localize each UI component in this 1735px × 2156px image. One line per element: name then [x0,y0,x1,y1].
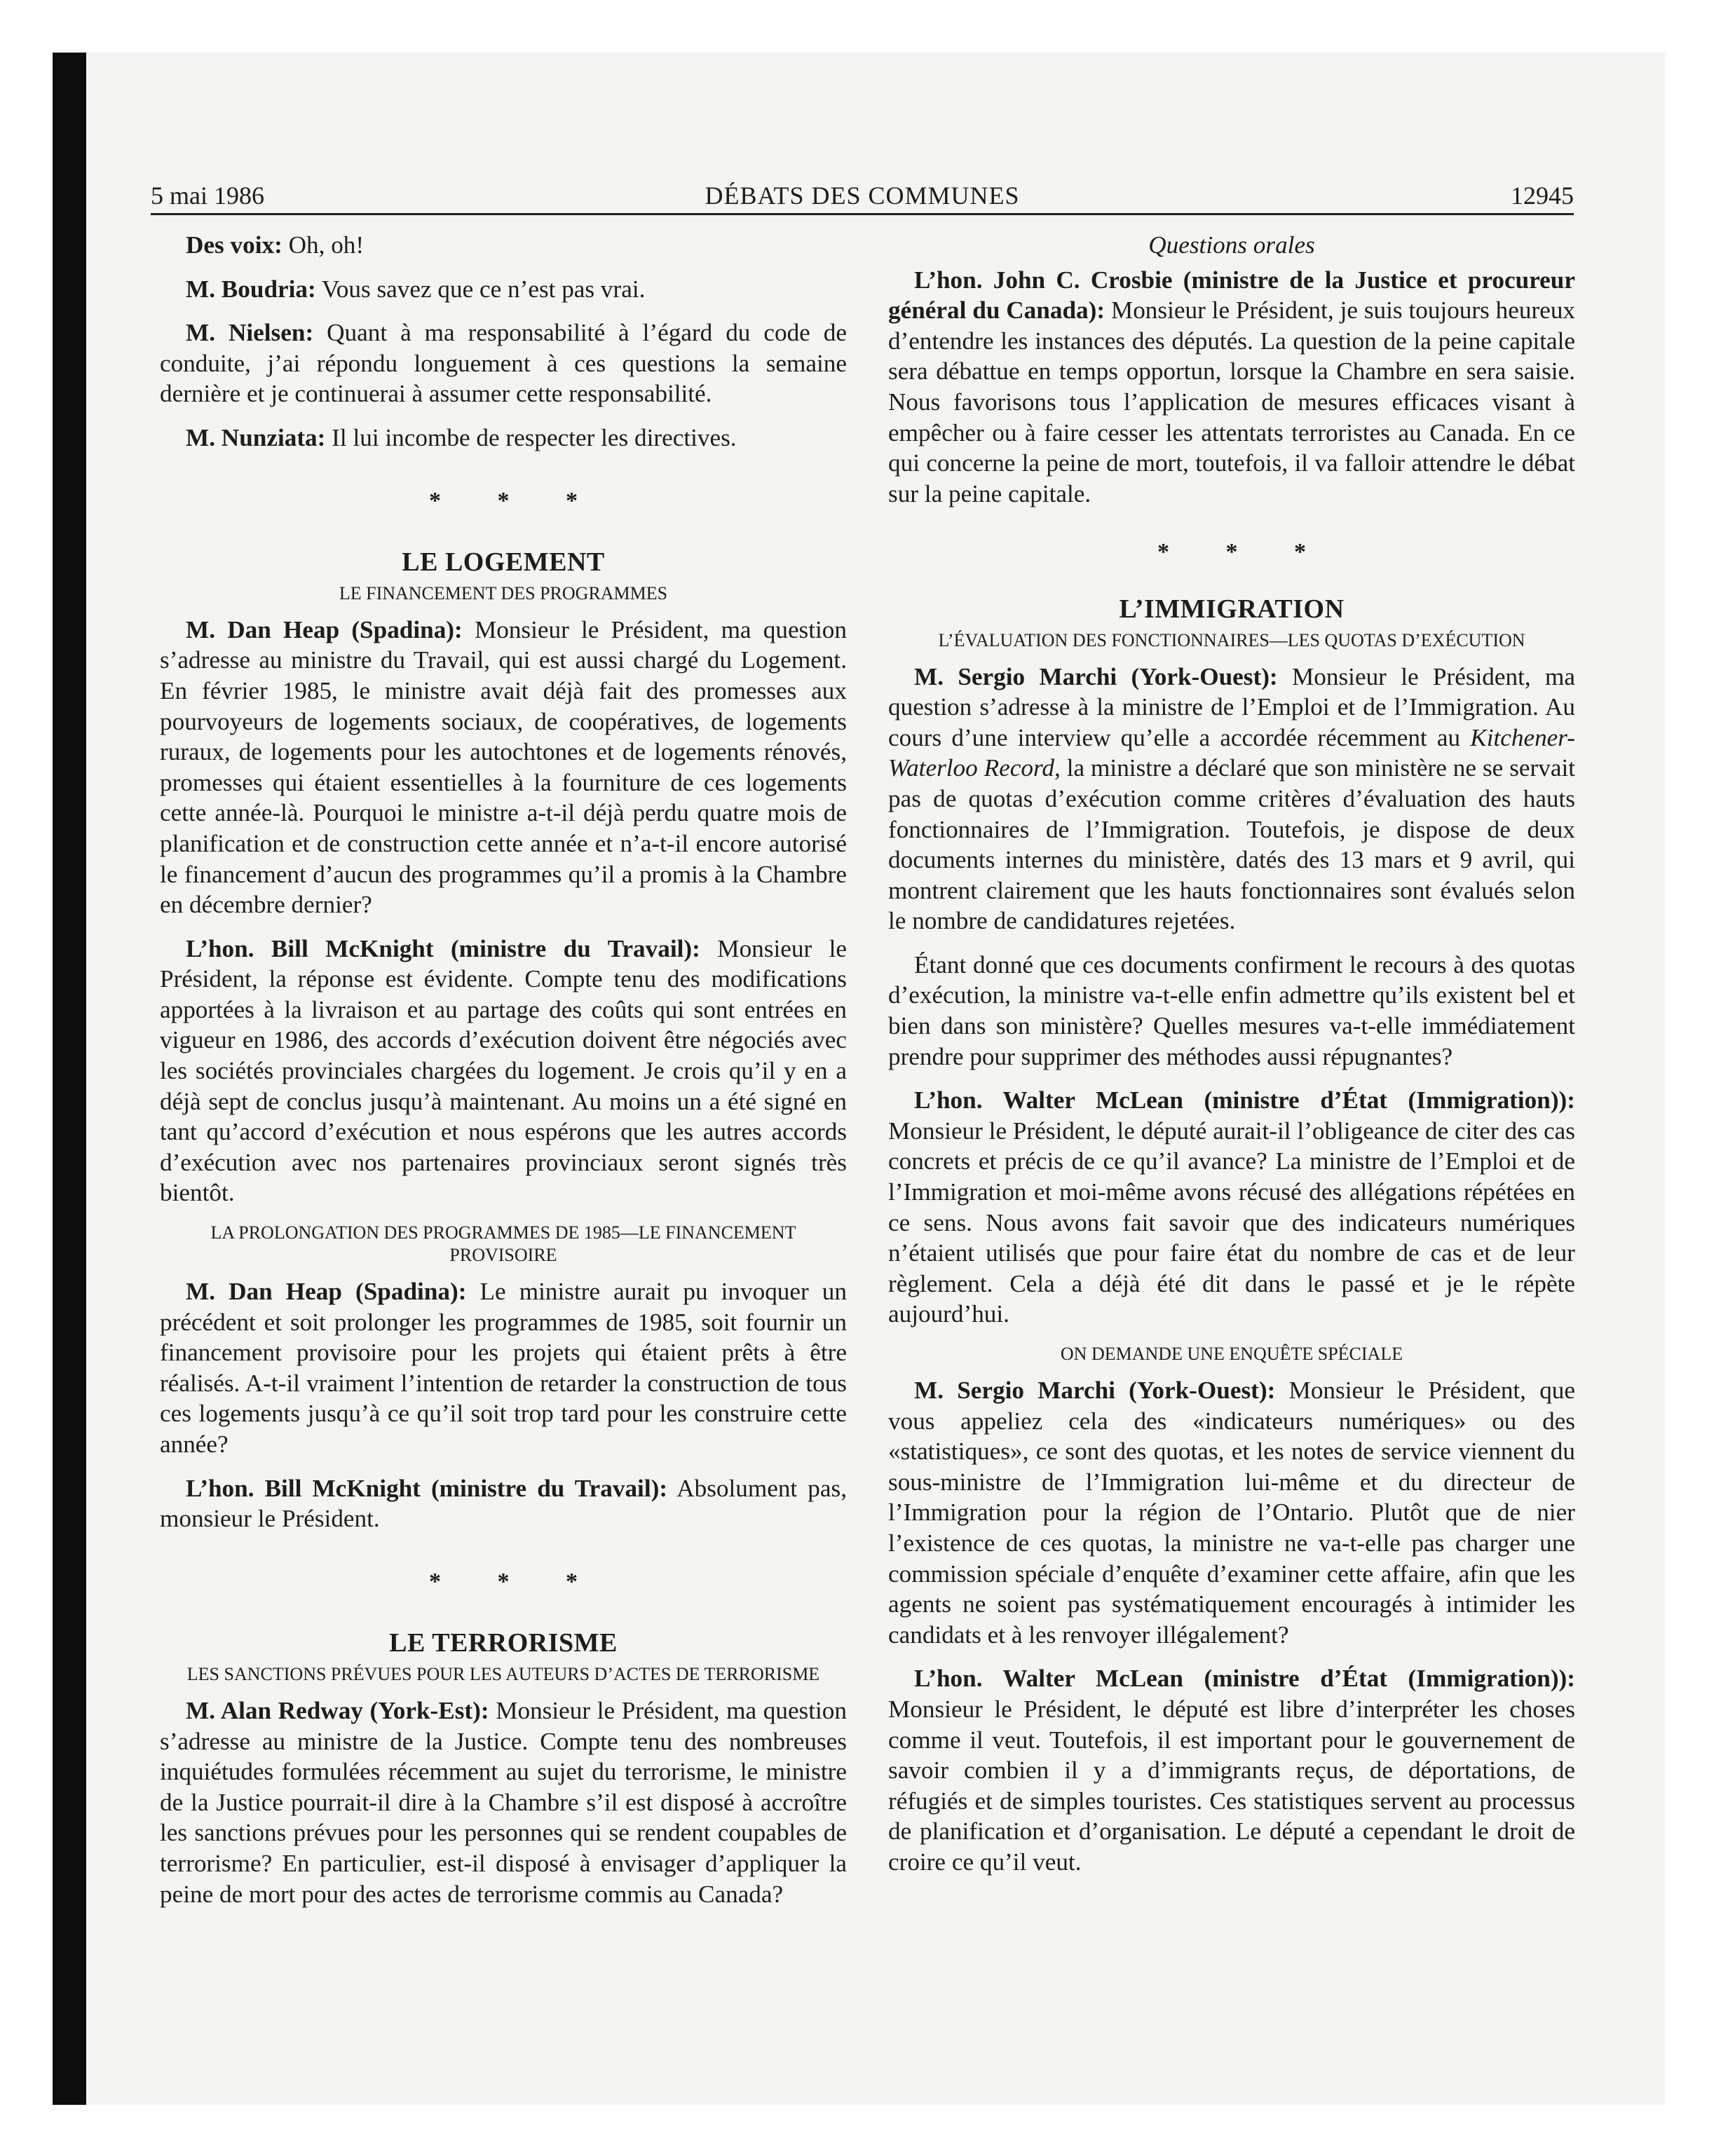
section-title: LE TERRORISME [389,1628,618,1658]
speech-paragraph [888,265,1575,510]
section-subheading: LA PROLONGATION DES PROGRAMMES DE 1985—LE FINANCEMENT PROVISOIRE [210,1222,796,1266]
speech-text: Monsieur le Président, ma question s’adresse au ministre du Travail, qui est aussi chargé du Logement. En février 1985, le ministre avait déjà fait des promesses aux pourvoyeurs de logements sociaux, de coopératives, de logements ruraux, de logements pour les autochtones et de logements rénovés, promesses qui étaient essentielles à la fourniture de ces logements cette année-là. Pourquoi le ministre a-t-il déjà perdu quatre mois de planification et de construction cette année et n’a-t-il encore autorisé le financement d’aucun des programmes qu’il a promis à la Chambre en décembre dernier? [160,615,847,919]
speaker-name: L’hon. John C. Crosbie (ministre de la Justice et procureur général du Canada): [888,266,1575,325]
speaker-name: M. Nunziata: [186,423,326,451]
speaker-name: M. Sergio Marchi (York-Ouest): [914,662,1278,690]
page-header [151,177,1574,215]
speaker-name: L’hon. Bill McKnight (ministre du Travail): [186,934,700,962]
speech-paragraph [160,423,847,453]
running-head: Questions orales [1148,231,1315,259]
speech-paragraph [160,615,847,920]
speaker-name: M. Dan Heap (Spadina): [186,615,463,643]
header-page-number: 12945 [1511,182,1574,210]
speech-paragraph [888,662,1575,936]
speech-paragraph [160,274,847,305]
speech-text: Monsieur le Président, la réponse est évidente. Compte tenu des modifications apportées à la livraison et au partage des coûts qui sont entrées en vigueur en 1986, des accords d’exécution doivent être négociés avec les sociétés provinciales chargées du logement. Je crois qu’il y en a déjà sept de conclus jusqu’à maintenant. Au moins un a été signé en tant qu’accord d’exécution et nous espérons que les autres accords d’exécution avec nos partenaires provinciaux seront signés très bientôt. [160,934,848,1207]
speech-text: , la ministre a déclaré que son ministère ne se servait pas de quotas d’exécution comme critères d’évaluation des hauts fonctionnaires de l’Immigration. Toutefois, je dispose de deux documents internes du ministère, datés des 13 mars et 9 avril, qui montrent clairement que les hauts fonctionnaires sont évalués selon le nombre de candidatures rejetées. [888,754,1576,935]
section-separator: * * * [429,487,603,514]
speaker-name: M. Nielsen: [186,319,314,347]
speech-text: Il lui incombe de respecter les directives. [332,423,737,451]
speech-text: Absolument pas, monsieur le Président. [160,1474,847,1533]
speech-text: Monsieur le Président, je suis toujours heureux d’entendre les instances des députés. La question de la peine capitale sera débattue en temps opportun, lorsque la Chambre en sera saisie. Nous favorisons tous l’application de mesures efficaces visant à empêcher ou à faire cesser les attentats terroristes au Canada. En ce qui concerne la peine de mort, toutefois, il va falloir attendre le débat sur la peine capitale. [888,296,1576,507]
section-subheading: ON DEMANDE UNE ENQUÊTE SPÉCIALE [1060,1344,1403,1364]
speech-text: Quant à ma responsabilité à l’égard du code de conduite, j’ai répondu longuement à ces questions la semaine dernière et je continuerai à assumer cette responsabilité. [160,319,847,408]
speech-paragraph [888,1085,1575,1330]
speaker-name: L’hon. Walter McLean (ministre d’État (Immigration)): [914,1665,1575,1693]
speaker-name: L’hon. Bill McKnight (ministre du Travail): [186,1474,668,1502]
speech-paragraph [888,1663,1575,1877]
speech-paragraph [160,1696,847,1909]
publication-title: Kitchener-Waterloo Record [888,723,1576,782]
speech-text: Vous savez que ce n’est pas vrai. [321,275,646,303]
speech-text: Étant donné que ces documents confirment le recours à des quotas d’exécution, la ministre va-t-elle enfin admettre qu’ils existent bel et bien dans son ministère? Quelles mesures va-t-elle immédiatement prendre pour supprimer des méthodes aussi répugnantes? [888,950,1575,1070]
section-separator: * * * [429,1568,603,1595]
section-subheading: L’ÉVALUATION DES FONCTIONNAIRES—LES QUOTAS D’EXÉCUTION [938,629,1525,650]
speech-paragraph [160,1473,847,1534]
speech-text: Monsieur le Président, le député est libre d’interpréter les choses comme il veut. Toutefois, il est important pour le gouvernement de savoir combien il y a d’immigrants reçus, de déportations, de réfugiés et de simples touristes. Ces statistiques servent au processus de planification et d’organisation. Le député a cependant le droit de croire ce qu’il veut. [888,1695,1575,1876]
speech-paragraph [160,318,847,409]
speaker-name: Des voix: [186,231,283,259]
section-subheading: LE FINANCEMENT DES PROGRAMMES [339,582,668,603]
section-subheading: LES SANCTIONS PRÉVUES POUR LES AUTEURS D’ACTES DE TERRORISME [186,1663,820,1684]
right-column [888,230,1575,1891]
speech-paragraph [160,934,847,1208]
speaker-name: L’hon. Walter McLean (ministre d’État (Immigration)): [914,1086,1575,1114]
left-column [160,230,847,1923]
speaker-name: M. Dan Heap (Spadina): [186,1278,467,1306]
speech-text: Monsieur le Président, que vous appeliez cela des «indicateurs numériques» ou des «statistiques», ce sont des quotas, et les notes de service viennent du sous-ministre de l’Immigration lui-même et du directeur de l’Immigration pour la région de l’Ontario. Plutôt que de nier l’existence de ces quotas, la ministre ne va-t-elle pas charger une commission spéciale d’enquête d’examiner cette affaire, afin que les agents ne soient pas systématiquement encouragés à intimider les candidats et à les renvoyer illégalement? [888,1377,1576,1649]
speech-paragraph [160,230,847,261]
speech-text: Monsieur le Président, le député aurait-il l’obligeance de citer des cas concrets et précis de ce qu’il avance? La ministre de l’Emploi et de l’Immigration et moi-même avons récusé des allégations répétées en ce sens. Nous avons fait savoir que des indicateurs numériques n’étaient utilisés que pour faire état du nombre de cas et de leur règlement. Cela a déjà été dit dans le passé et je le répète aujourd’hui. [888,1117,1575,1328]
speaker-name: M. Boudria: [186,275,316,303]
scan-edge [53,53,86,2105]
speech-text: Le ministre aurait pu invoquer un précédent et soit prolonger les programmes de 1985, soit fournir un financement provisoire pour les projets qui étaient prêts à être réalisés. A-t-il vraiment l’intention de retarder la construction de tous ces logements jusqu’à ce qu’il soit trop tard pour les construire cette année? [160,1278,847,1458]
speech-text: Monsieur le Président, ma question s’adresse à la ministre de l’Emploi et de l’Immigration. Au cours d’une interview qu’elle a accordée récemment au [888,662,1576,751]
speech-text: Oh, oh! [288,231,365,259]
speech-paragraph [888,950,1575,1072]
header-title: DÉBATS DES COMMUNES [705,182,1020,210]
header-date: 5 mai 1986 [151,182,264,210]
speaker-name: M. Alan Redway (York-Est): [186,1696,489,1724]
speech-paragraph [888,1375,1575,1650]
section-title: L’IMMIGRATION [1119,594,1345,624]
speech-text: Monsieur le Président, ma question s’adresse au ministre de la Justice. Compte tenu des nombreuses inquiétudes formulées récemment au sujet du terrorisme, le ministre de la Justice pourrait-il dire à la Chambre s’il est disposé à accroître les sanctions prévues pour les personnes qui se rendent coupables de terrorisme? En particulier, est-il disposé à envisager d’appliquer la peine de mort pour des actes de terrorisme commis au Canada? [160,1696,847,1908]
speech-paragraph [160,1276,847,1460]
section-separator: * * * [1157,539,1331,566]
section-title: LE LOGEMENT [402,547,605,578]
speaker-name: M. Sergio Marchi (York-Ouest): [914,1377,1276,1404]
